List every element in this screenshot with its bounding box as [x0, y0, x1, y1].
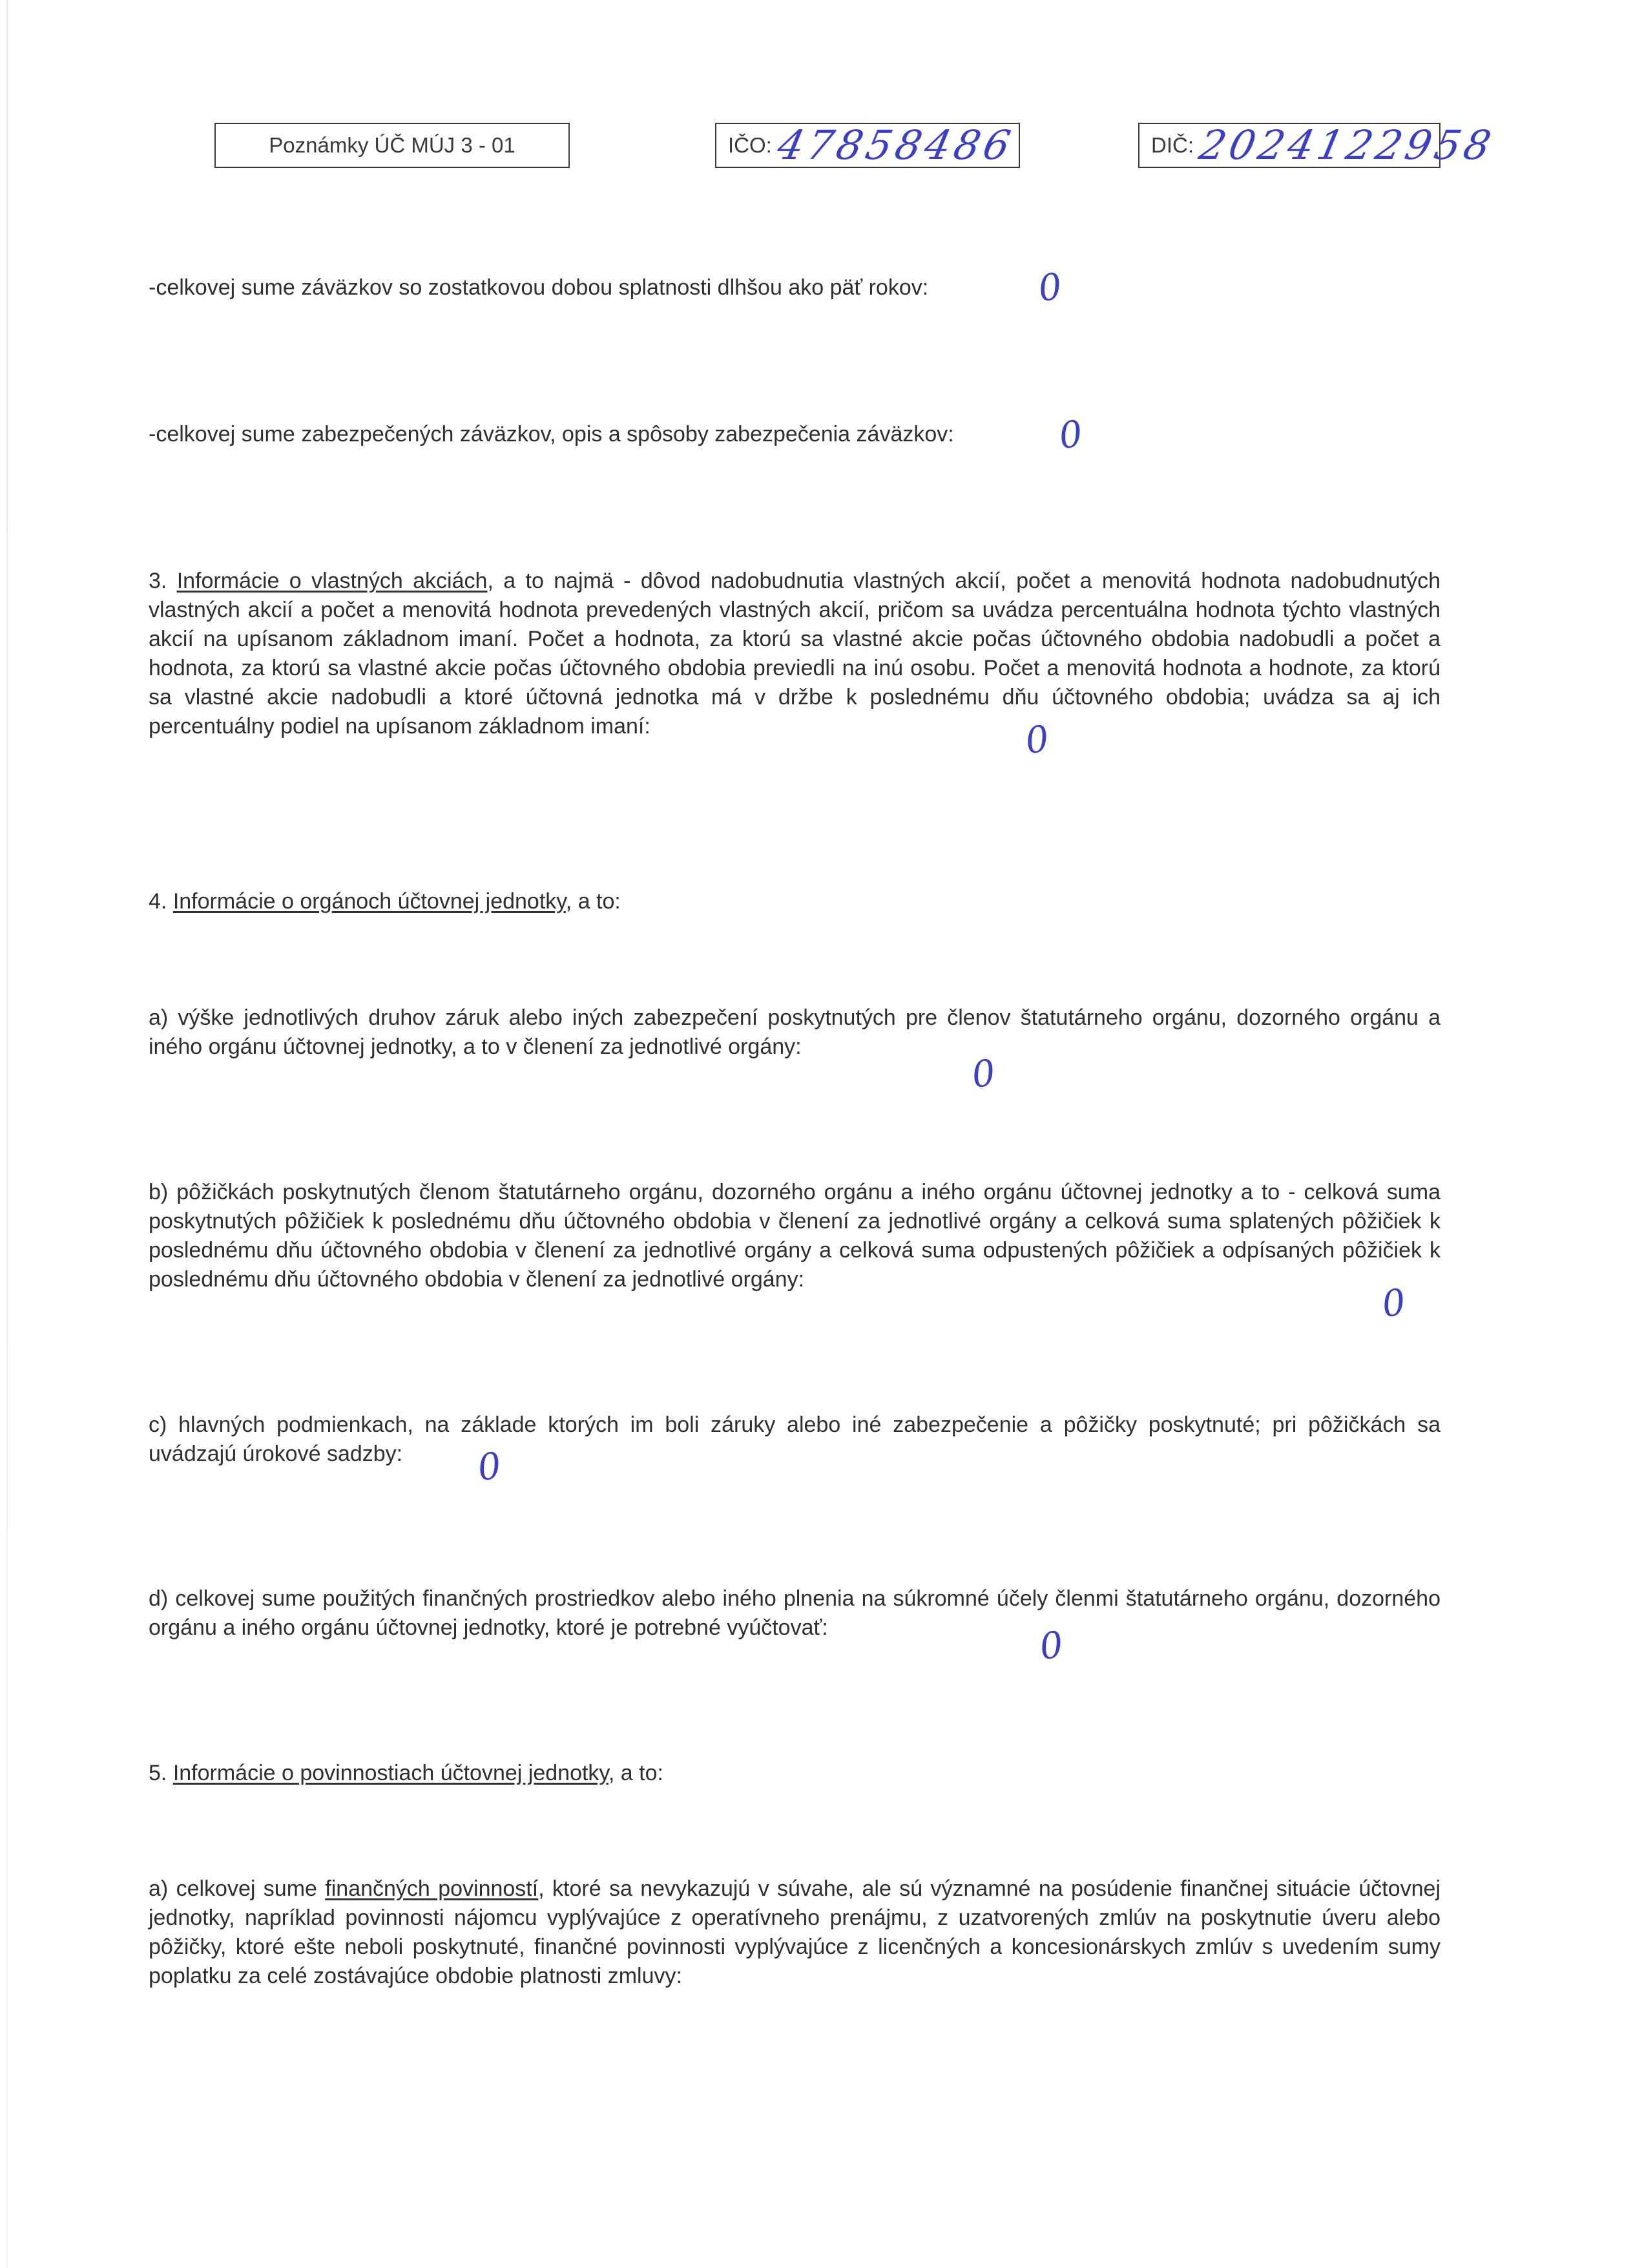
- dic-box: [1138, 121, 1499, 169]
- handwritten-zero: 0: [475, 1444, 504, 1490]
- section-number: 4.: [149, 889, 167, 914]
- paragraph-text: c) hlavných podmienkach, na základe ktorých im boli záruky alebo iné zabezpečenie a pôžičky poskytnuté; pri pôžičkách sa uvádzajú úrokové sadzby:: [149, 1412, 1441, 1466]
- section-4d: [149, 1584, 1441, 1643]
- section-number: 5.: [149, 1761, 167, 1785]
- section-4c: [149, 1411, 1441, 1469]
- section-number: 3.: [149, 569, 167, 593]
- section-5-heading: [149, 1759, 1441, 1788]
- paragraph-text: , ktoré sa nevykazujú v súvahe, ale sú významné na posúdenie finančnej situácie účtovnej jednotky, napríklad povinnosti nájomcu vyplývajúce z operatívneho prenájmu, z uzatvorených zmlúv na poskytnutie úveru alebo pôžičky, ktoré ešte neboli poskytnuté, finančné povinnosti vyplývajúce z licenčných a koncesionárskych zmlúv s uvedením sumy poplatku za celé zostávajúce obdobie platnosti zmluvy:: [149, 1876, 1441, 1988]
- paragraph-text: , a to:: [565, 889, 621, 914]
- paragraph-text: d) celkovej sume použitých finančných prostriedkov alebo iného plnenia na súkromné účely členmi štatutárneho orgánu, dozorného orgánu a iného orgánu účtovnej jednotky, ktoré je potrebné vyúčtovať:: [149, 1586, 1441, 1640]
- paragraph-text: b) pôžičkách poskytnutých členom štatutárneho orgánu, dozorného orgánu a iného orgánu účtovnej jednotky a to - celková suma poskytnutých pôžičiek k poslednému dňu účtovného obdobia v členení za jednotlivé orgány a celková suma splatených pôžičiek k poslednému dňu účtovného obdobia v členení za jednotlivé orgány a celková suma odpustených pôžičiek a odpísaných pôžičiek k poslednému dňu účtovného obdobia v členení za jednotlivé orgány:: [149, 1180, 1441, 1292]
- section-4a: [149, 1003, 1441, 1062]
- paragraph-text: , a to najmä - dôvod nadobudnutia vlastných akcií, počet a menovitá hodnota nadobudnutých vlastných akcií a počet a menovitá hodnota prevedených vlastných akcií, pričom sa uvádza percentuálna hodnota týchto vlastných akcií na upísanom základnom imaní. Počet a hodnota, za ktorú sa vlastné akcie počas účtovného obdobia nadobudli a počet a hodnota, za ktorú sa vlastné akcie počas účtovného obdobia previedli na inú osobu. Počet a menovitá hodnota a hodnote, za ktorú sa vlastné akcie nadobudli a ktoré účtovná jednotka má v držbe k poslednému dňu účtovného obdobia; uvádza sa aj ich percentuálny podiel na upísanom základnom imaní:: [149, 569, 1441, 739]
- handwritten-zero: 0: [1037, 1623, 1066, 1669]
- paragraph-text: a) celkovej sume: [149, 1876, 326, 1901]
- financial-obligations-link: finančných povinností: [325, 1876, 539, 1901]
- paragraph-secured-liabilities: [149, 420, 1441, 449]
- handwritten-zero: 0: [1035, 265, 1065, 311]
- handwritten-zero: 0: [1023, 717, 1052, 763]
- section-heading-link: Informácie o orgánoch účtovnej jednotky: [172, 889, 566, 914]
- paragraph-text: -celkovej sume zabezpečených záväzkov, opis a spôsoby zabezpečenia záväzkov:: [149, 422, 954, 446]
- section-3-own-shares: [149, 567, 1441, 741]
- paragraph-text: , a to:: [608, 1761, 663, 1785]
- form-title: Poznámky ÚČ MÚJ 3 - 01: [269, 133, 515, 157]
- paragraph-long-term-liabilities: [149, 273, 1441, 302]
- dic-label: DIČ:: [1151, 133, 1194, 157]
- section-5a: [149, 1874, 1441, 1991]
- section-4b: [149, 1178, 1441, 1294]
- ico-value: 47858486: [773, 121, 1019, 169]
- dic-value: 2024122958: [1195, 121, 1499, 169]
- paragraph-text: -celkovej sume záväzkov so zostatkovou dobou splatnosti dlhšou ako päť rokov:: [149, 275, 929, 300]
- paragraph-text: a) výške jednotlivých druhov záruk alebo iných zabezpečení poskytnutých pre členov štatutárneho orgánu, dozorného orgánu a iného orgánu účtovnej jednotky, a to v členení za jednotlivé orgány:: [149, 1005, 1441, 1059]
- ico-label: IČO:: [728, 133, 772, 157]
- page-edge: [6, 0, 8, 2268]
- handwritten-zero: 0: [1056, 412, 1085, 458]
- section-heading-link: Informácie o vlastných akciách: [176, 569, 488, 593]
- handwritten-zero: 0: [969, 1051, 998, 1097]
- form-title-box: [214, 123, 570, 168]
- ico-box: [715, 123, 1020, 168]
- section-4-heading: [149, 887, 1441, 916]
- section-heading-link: Informácie o povinnostiach účtovnej jednotky: [172, 1761, 608, 1785]
- handwritten-zero: 0: [1379, 1281, 1408, 1327]
